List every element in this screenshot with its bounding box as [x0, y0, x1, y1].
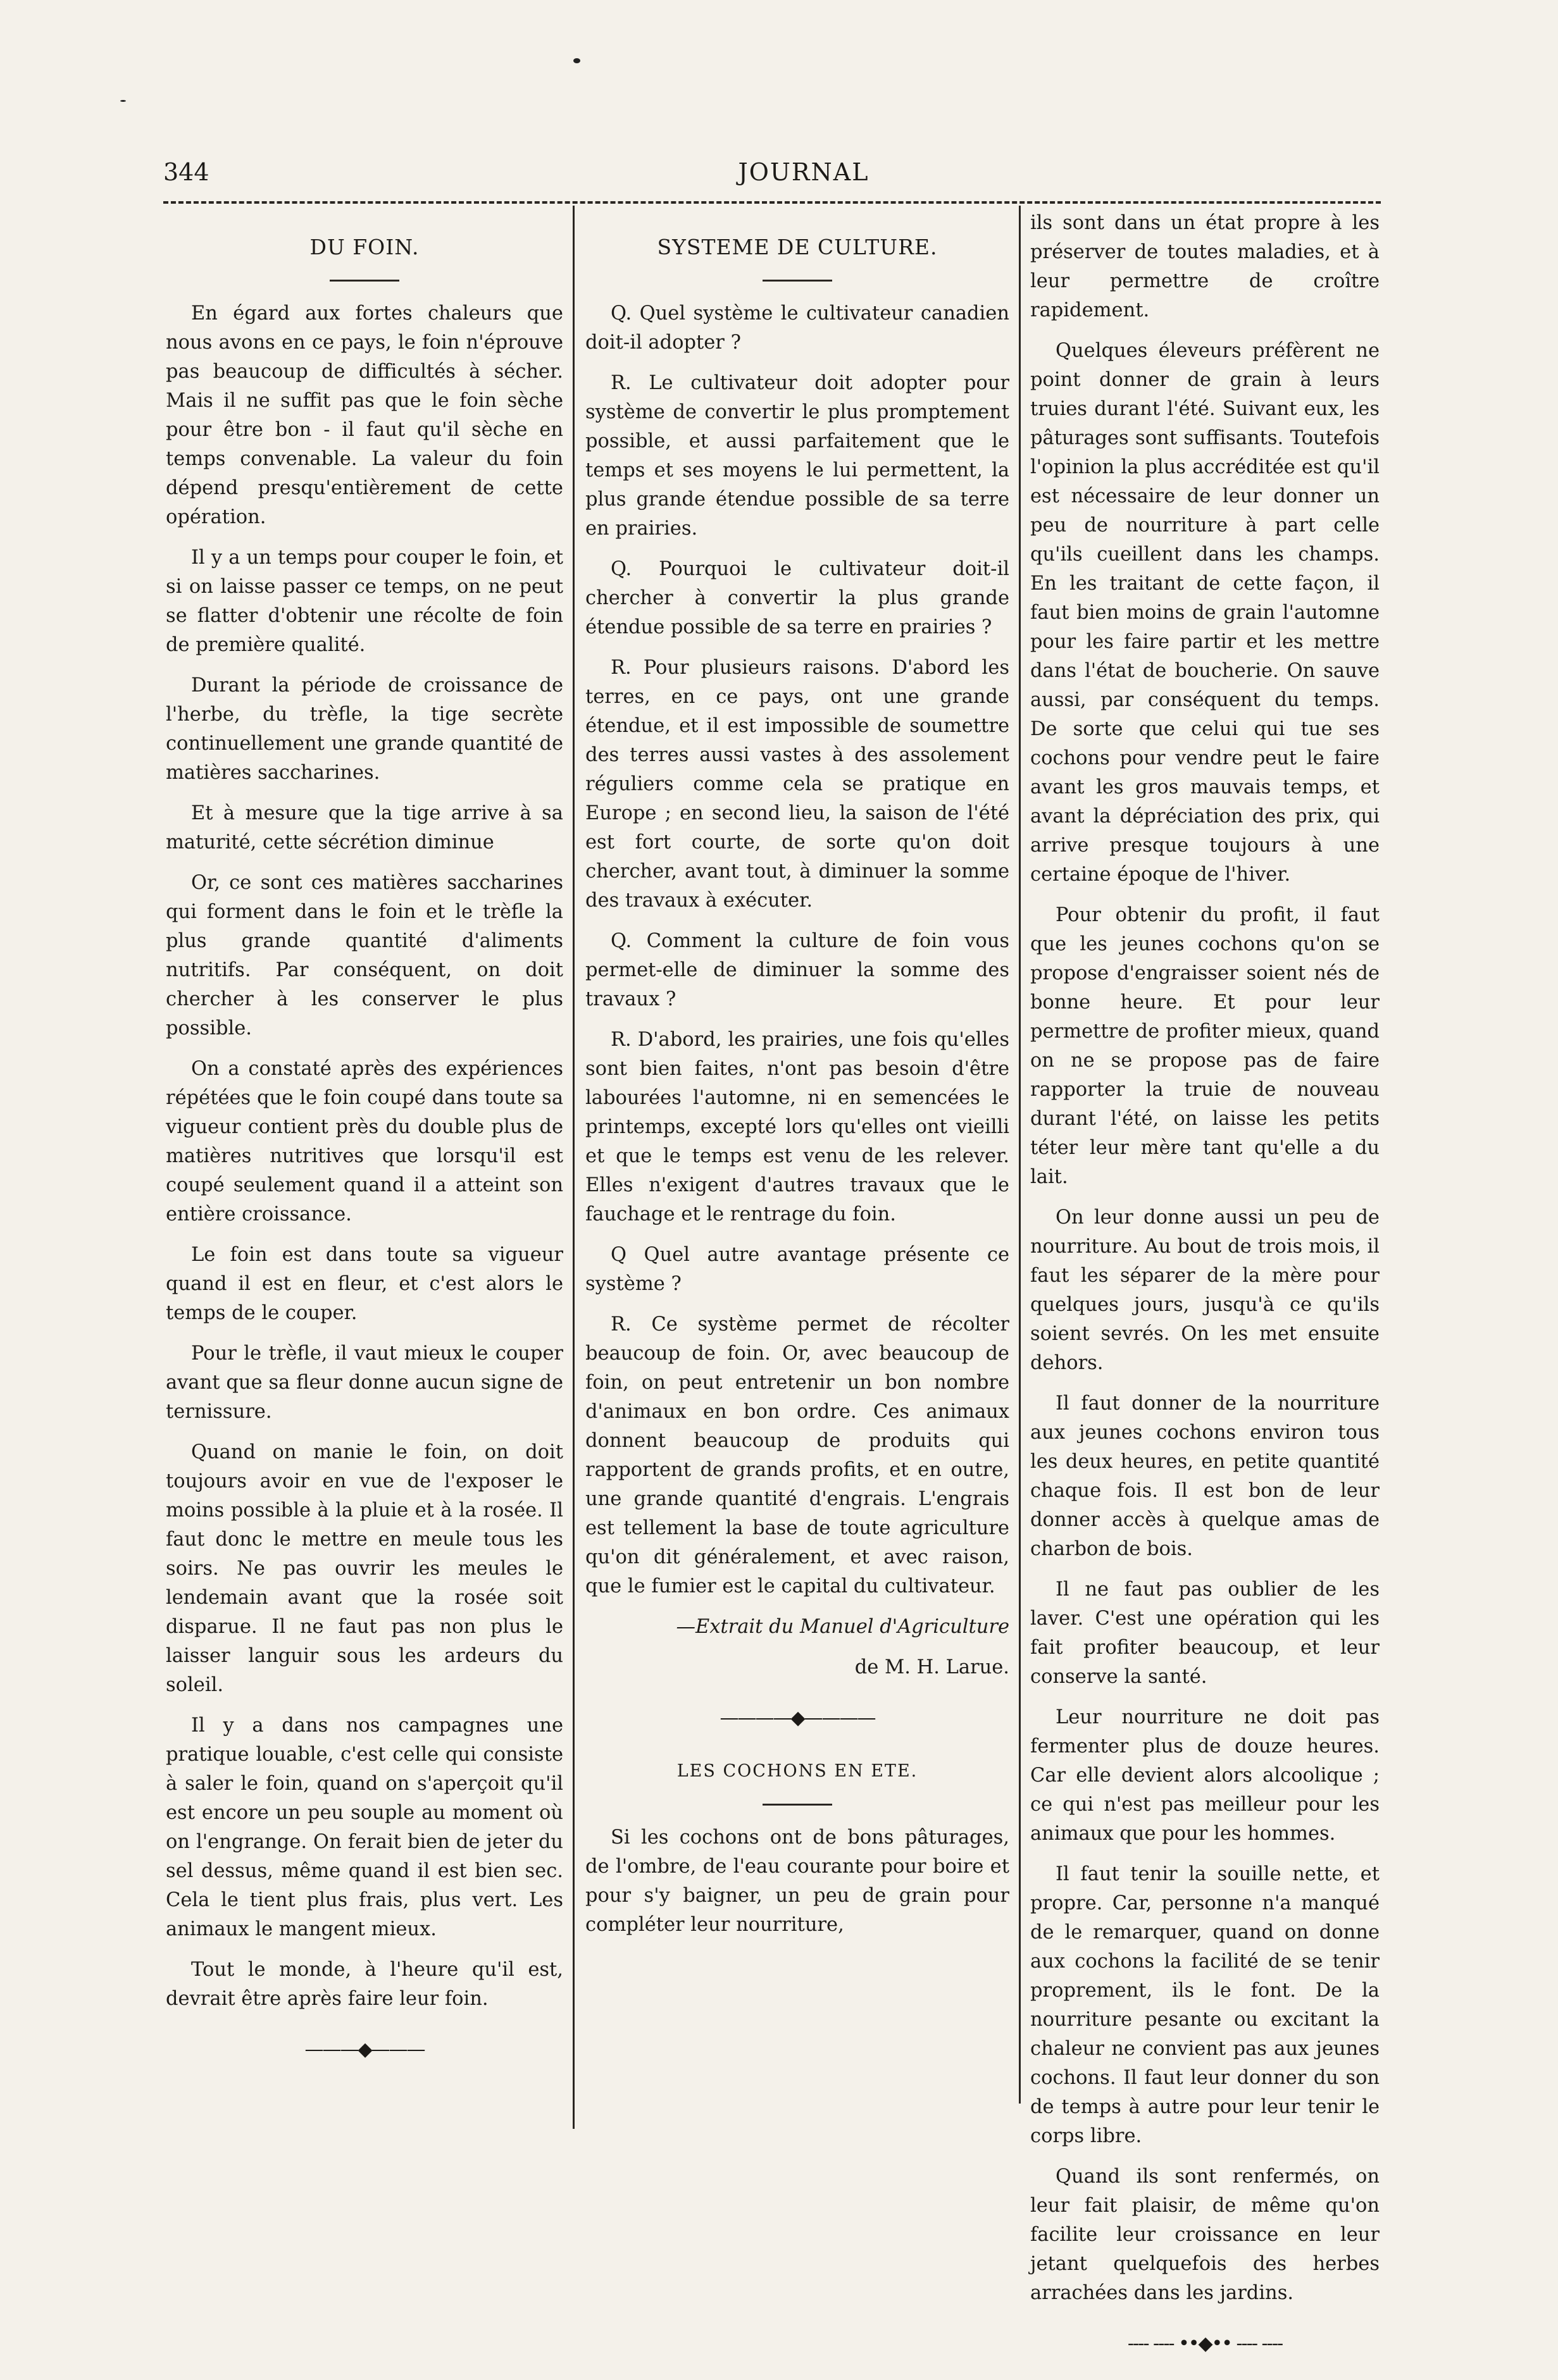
title-rule: [763, 280, 832, 282]
article-paragraph: Le foin est dans toute sa vigueur quand il est en fleur, et c'est alors le temps de le couper.: [166, 1244, 563, 1324]
source-author: de M. H. Larue.: [854, 1656, 1009, 1678]
article-paragraph: Quand ils sont renfermés, on leur fait plaisir, de même qu'on facilite leur croissance en leur jetant quelquefois des herbes arrachées dans les jardins.: [1030, 2166, 1380, 2304]
source-citation: —Extrait du Manuel d'Agriculture: [676, 1616, 1009, 1638]
section-ornament: ———◆———: [304, 2038, 425, 2061]
article-paragraph: R. Pour plusieurs raisons. D'abord les terres, en ce pays, ont une grande étendue, et il est impossible de soumettre des terres aussi vastes à des assolement réguliers comme cela se pratique en Europe ; en second lieu, la saison de l'été est fort courte, de sorte qu'on doit chercher, avant tout, à diminuer la somme des travaux à exécuter.: [585, 657, 1009, 912]
column-du-foin: [166, 209, 563, 2086]
article-paragraph: Quand on manie le foin, on doit toujours avoir en vue de l'exposer le moins possible à la pluie et à la rosée. Il faut donc le mettre en meule tous les soirs. Ne pas ouvrir les meules le lendemain avant que la rosée soit disparue. Il ne faut pas non plus le laisser languir sous les ardeurs du soleil.: [166, 1441, 563, 1696]
column-rule: [1019, 206, 1021, 2104]
running-head: JOURNAL: [738, 158, 869, 186]
article-paragraph: Quelques éleveurs préfèrent ne point donner de grain à leurs truies durant l'été. Suivant eux, les pâturages sont suffisants. Toutefois l'opinion la plus accréditée est qu'il est nécessaire de leur donner un peu de nourriture à part celle qu'ils cueillent dans les champs. En les traitant de cette façon, il faut bien moins de grain l'automne pour les faire partir et les mettre dans l'état de boucherie. On sauve aussi, par conséquent du temps. De sorte que celui qui tue ses cochons pour vendre peut le faire avant les gros mauvais temps, et avant la dépréciation des prix, qui arrive presque toujours à une certaine époque de l'hiver.: [1030, 340, 1380, 886]
article-paragraph: Or, ce sont ces matières saccharines qui forment dans le foin et le trèfle la plus grande quantité d'aliments nutritifs. Par conséquent, on doit chercher à les conserver le plus possible.: [166, 872, 563, 1039]
article-paragraph: Leur nourriture ne doit pas fermenter plus de douze heures. Car elle devient alors alcoolique ; ce qui n'est pas meilleur pour les animaux que pour les hommes.: [1030, 1706, 1380, 1845]
header-rule: [163, 201, 1381, 204]
article-paragraph: ils sont dans un état propre à les préserver de toutes maladies, et à leur permettre de croître rapidement.: [1030, 212, 1380, 321]
article-title: SYSTEME DE CULTURE.: [657, 235, 938, 259]
article-paragraph: Pour obtenir du profit, il faut que les jeunes cochons qu'on se propose d'engraisser soient nés de bonne heure. Et pour leur permettre de profiter mieux, quand on ne se propose pas de faire rapporter la truie de nouveau durant l'été, on laisse les petits téter leur mère tant qu'elle a du lait.: [1030, 904, 1380, 1188]
article-paragraph: Q. Quel système le cultivateur canadien doit-il adopter ?: [585, 302, 1009, 354]
article-title: LES COCHONS EN ETE.: [676, 1761, 918, 1781]
section-ornament: ————◆————: [720, 1707, 875, 1729]
article-paragraph: Il y a dans nos campagnes une pratique louable, c'est celle qui consiste à saler le foin, quand on s'aperçoit qu'il est encore un peu souple au moment où on l'engrange. On ferait bien de jeter du sel dessus, même quand il est bien sec. Cela le tient plus frais, plus vert. Les animaux le mangent mieux.: [166, 1714, 563, 1940]
ink-speck: [573, 58, 580, 63]
article-paragraph: R. Ce système permet de récolter beaucoup de foin. Or, avec beaucoup de foin, on peut entretenir un bon nombre d'animaux en bon ordre. Ces animaux donnent beaucoup de produits qui rapportent de grands profits, et en outre, une grande quantité d'engrais. L'engrais est tellement la base de toute agriculture qu'on dit généralement, et avec raison, que le fumier est le capital du cultivateur.: [585, 1313, 1009, 1597]
article-paragraph: Pour le trèfle, il vaut mieux le couper avant que sa fleur donne aucun signe de ternissure.: [166, 1342, 563, 1423]
column-systeme-de-culture: [585, 209, 1009, 1951]
article-paragraph: On a constaté après des expériences répétées que le foin coupé dans toute sa vigueur contient près du double plus de matières nutritives que lorsqu'il est coupé seulement quand il a atteint son entière croissance.: [166, 1058, 563, 1225]
article-paragraph: Q. Comment la culture de foin vous permet-elle de diminuer la somme des travaux ?: [585, 930, 1009, 1010]
article-paragraph: Q Quel autre avantage présente ce système ?: [585, 1244, 1009, 1295]
ink-speck: [120, 100, 126, 102]
article-paragraph: Il ne faut pas oublier de les laver. C'est une opération qui les fait profiter beaucoup, et leur conserve la santé.: [1030, 1578, 1380, 1688]
article-paragraph: Si les cochons ont de bons pâturages, de l'ombre, de l'eau courante pour boire et pour s'y baigner, un peu de grain pour compléter leur nourriture,: [585, 1826, 1009, 1936]
article-paragraph: En égard aux fortes chaleurs que nous avons en ce pays, le foin n'éprouve pas beaucoup de difficultés à sécher. Mais il ne suffit pas que le foin sèche pour être bon - il faut qu'il sèche en temps convenable. La valeur du foin dépend presqu'entièrement de cette opération.: [166, 302, 563, 528]
title-rule: [330, 280, 399, 282]
article-paragraph: On leur donne aussi un peu de nourriture. Au bout de trois mois, il faut les séparer de la mère pour quelques jours, jusqu'à ce qu'ils soient sevrés. On les met ensuite dehors.: [1030, 1206, 1380, 1374]
article-paragraph: Il faut donner de la nourriture aux jeunes cochons environ tous les deux heures, en petite quantité chaque fois. Il est bon de leur donner accès à quelque amas de charbon de bois.: [1030, 1392, 1380, 1560]
article-paragraph: Il y a un temps pour couper le foin, et si on laisse passer ce temps, on ne peut se flatter d'obtenir une récolte de foin de première qualité.: [166, 547, 563, 656]
column-cochons-continued: [1030, 209, 1380, 2380]
article-paragraph: R. D'abord, les prairies, une fois qu'elles sont bien faites, n'ont pas besoin d'être labourées l'automne, ni en semencées le printemps, excepté lors qu'elles ont vieilli et que le temps est venu de les relever. Elles n'exigent d'autres travaux que le fauchage et le rentrage du foin.: [585, 1029, 1009, 1225]
column-rule: [573, 206, 575, 2129]
page-number: 344: [163, 158, 209, 186]
article-paragraph: Durant la période de croissance de l'herbe, du trèfle, la tige secrète continuellement une grande quantité de matières saccharines.: [166, 674, 563, 784]
article-paragraph: R. Le cultivateur doit adopter pour système de convertir le plus promptement possible, et aussi parfaitement que le temps et ses moyens le lui permettent, la plus grande étendue possible de sa terre en prairies.: [585, 372, 1009, 540]
article-paragraph: Tout le monde, à l'heure qu'il est, devrait être après faire leur foin.: [166, 1959, 563, 2010]
article-title: DU FOIN.: [309, 235, 420, 259]
article-paragraph: Il faut tenir la souille nette, et propre. Car, personne n'a manqué de le remarquer, quand on donne aux cochons la facilité de se tenir proprement, ils le font. De la nourriture pesante ou excitant la chaleur ne convient pas aux jeunes cochons. Il faut leur donner du son de temps à autre pour leur tenir le corps libre.: [1030, 1863, 1380, 2147]
article-paragraph: Et à mesure que la tige arrive à sa maturité, cette sécrétion diminue: [166, 802, 563, 853]
section-ornament: ---- ---- ••◆•• ---- ----: [1127, 2333, 1283, 2355]
title-rule: [763, 1804, 832, 1806]
article-paragraph: Q. Pourquoi le cultivateur doit-il chercher à convertir la plus grande étendue possible de sa terre en prairies ?: [585, 558, 1009, 638]
